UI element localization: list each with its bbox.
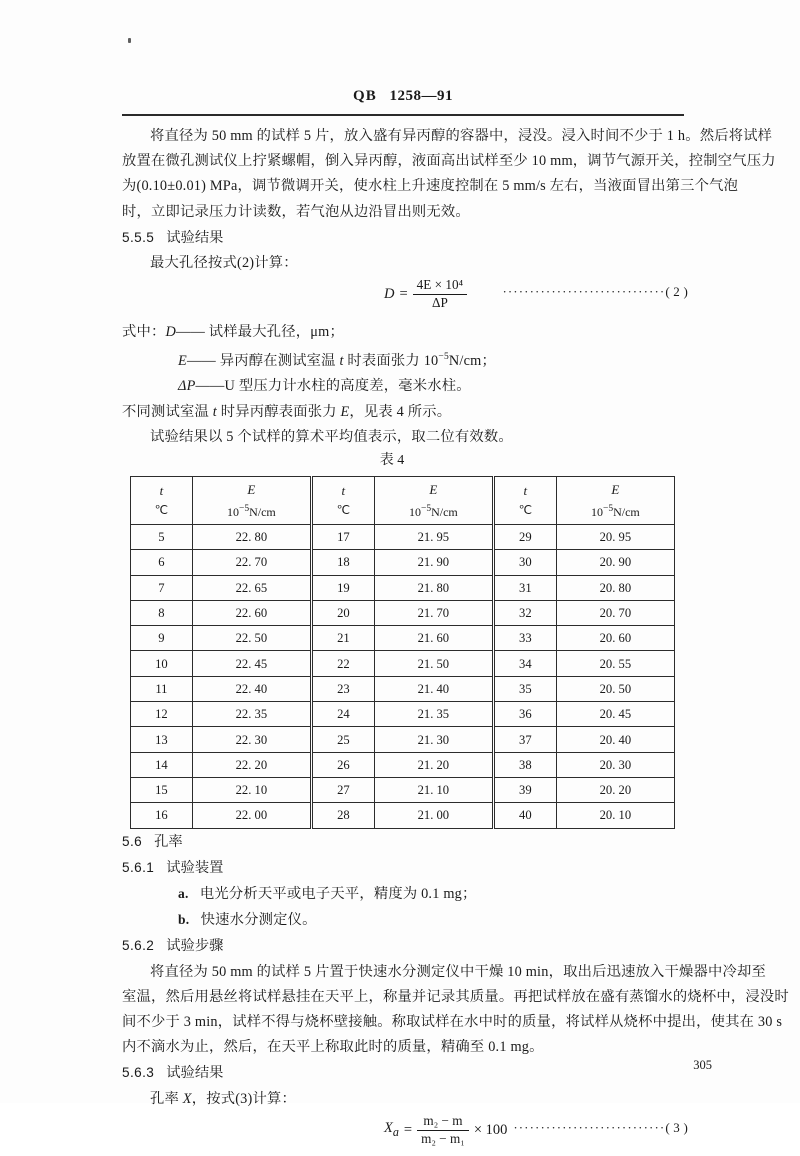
col-header-e-1-unit-base: 10 [226,504,239,519]
equation-2-equals: = [399,286,408,302]
equation-2-numerator: 4E × 10⁴ [416,277,464,293]
paragraph-5-6-2-line-2: 室温，然后用悬丝将试样悬挂在天平上，称量并记录其质量。再把试样放在盛有蒸馏水的烧杯中，浸没时 [122,988,789,1005]
cell-temperature: 17 [311,525,374,550]
col-header-t-1 [131,477,193,525]
clause-5-6-2-number: 5.6.2 [122,938,155,954]
list-item-b-text: 快速水分测定仪。 [200,912,317,929]
formula-3-lead-part-b: ，按式(3)计算： [191,1090,296,1107]
clause-5-5-5-title: 试验结果 [166,229,224,246]
col-header-t-2-unit: ℃ [336,503,351,517]
formula-3-lead-part-a: 孔率 [150,1090,183,1107]
cell-surface-tension: 20. 55 [556,651,674,676]
cell-surface-tension: 22. 70 [192,550,311,575]
standard-year: 91 [436,88,453,104]
paragraph-5-5-4-line-3: 为(0.10±0.01) MPa，调节微调开关，使水柱上升速度控制在 5 mm/s 左右，当液面冒出第三个气泡 [122,178,739,195]
col-header-e-3-unit [557,503,674,518]
symbol-D-definition: —— 试样最大孔径，μm； [176,324,344,341]
cell-surface-tension: 20. 20 [556,777,674,802]
cell-surface-tension: 20. 45 [556,702,674,727]
equation-3-lhs [384,1120,399,1140]
cell-temperature: 13 [131,727,193,752]
cell-temperature: 37 [493,727,556,752]
cell-temperature: 5 [131,525,193,550]
col-header-e-1-unit-tail: N/cm [249,504,276,519]
symbol-E-definition-part-c: N/cm； [448,353,496,370]
equation-2-number: ( 2 ) [665,284,688,300]
table-note-variable-t: t [212,403,217,420]
cell-surface-tension: 21. 20 [374,752,493,777]
cell-temperature: 34 [493,651,556,676]
cell-surface-tension: 21. 50 [374,651,493,676]
cell-temperature: 10 [131,651,193,676]
cell-temperature: 23 [311,676,374,701]
col-header-e-3-stack [557,477,674,524]
col-header-e-2-unit-exponent: −5 [420,503,432,514]
list-item-a [122,881,688,907]
clause-5-6-number: 5.6 [122,833,143,849]
equation-3-lhs-subscript: a [392,1125,399,1140]
cell-surface-tension: 22. 30 [192,727,311,752]
table-note-part-c: ，见表 4 所示。 [349,403,452,420]
paragraph-5-6-2-line-1: 将直径为 50 mm 的试样 5 片置于快速水分测定仪中干燥 10 min，取出后迅速放入干燥器中冷却至 [150,963,767,980]
cell-temperature: 14 [131,752,193,777]
col-header-t-3-unit: ℃ [518,503,533,517]
list-item-b [122,907,688,933]
cell-surface-tension: 21. 60 [374,626,493,651]
table-row [131,525,675,550]
col-header-e-1 [192,477,311,525]
cell-surface-tension: 22. 80 [192,525,311,550]
cell-surface-tension: 20. 30 [556,752,674,777]
list-item-a-letter: a. [178,885,189,901]
formula-2-lead-in: 最大孔径按式(2)计算： [150,255,298,272]
equation-3-number: ( 3 ) [665,1119,688,1135]
paragraph-5-5-4-line-2: 放置在微孔测试仪上拧紧螺帽，倒入异丙醇，液面高出试样至少 10 mm，调节气源开关，控制空气压力 [122,153,776,170]
standard-label: QB [353,88,377,104]
col-header-e-3 [556,477,674,525]
cell-surface-tension: 20. 60 [556,626,674,651]
equation-3-multiplier: × 100 [473,1121,508,1138]
list-item-b-letter: b. [178,912,190,928]
table-row [131,676,675,701]
equation-2-row [122,276,688,320]
clause-5-6-1-number: 5.6.1 [122,859,155,875]
cell-temperature: 24 [311,702,374,727]
clause-5-5-5-number: 5.5.5 [122,229,155,245]
col-header-e-2-stack [375,477,492,524]
clause-5-5-5-heading [122,225,688,251]
cell-temperature: 33 [493,626,556,651]
equation-2-lhs: D [384,286,395,302]
cell-temperature: 7 [131,575,193,600]
clause-5-6-3-heading [122,1060,688,1086]
cell-temperature: 12 [131,702,193,727]
cell-temperature: 20 [311,600,374,625]
table-row [131,600,675,625]
col-header-e-3-unit-tail: N/cm [613,504,640,519]
table-row [131,702,675,727]
clause-5-6-1-heading [122,855,688,881]
table-note-part-b: 时异丙醇表面张力 [216,403,341,420]
col-header-e-2-unit [375,503,492,518]
cell-surface-tension: 22. 60 [192,600,311,625]
standard-dash: — [421,88,437,104]
equation-3-lhs-symbol: X [384,1120,393,1137]
cell-surface-tension: 20. 10 [556,803,674,828]
paragraph-5-5-4-line-1: 将直径为 50 mm 的试样 5 片，放入盛有异丙醇的容器中，浸没。浸入时间不少于 1 h。然后将试样 [150,128,773,144]
col-header-e-1-symbol: E [247,481,256,497]
cell-temperature: 29 [493,525,556,550]
symbol-D: D [165,324,177,341]
equation-2-reference [502,284,688,300]
cell-surface-tension: 20. 40 [556,727,674,752]
cell-surface-tension: 22. 35 [192,702,311,727]
cell-surface-tension: 21. 70 [374,600,493,625]
equation-3-reference [513,1120,688,1136]
cell-surface-tension: 22. 45 [192,651,311,676]
clause-5-6-1-title: 试验装置 [166,859,224,876]
equation-2-leader-dots: ······························ [502,284,666,300]
cell-temperature: 31 [493,575,556,600]
col-header-t-1-unit: ℃ [154,503,169,517]
cell-surface-tension: 21. 35 [374,702,493,727]
col-header-e-2-symbol: E [429,481,438,497]
clause-5-6-heading [122,829,688,855]
cell-surface-tension: 22. 20 [192,752,311,777]
table-row [131,550,675,575]
table-row [131,626,675,651]
cell-surface-tension: 21. 00 [374,803,493,828]
table-reference-note [122,400,688,425]
symbol-E-definition-part-a: —— 异丙醇在测试室温 [186,353,340,370]
page-number: 305 [693,1058,712,1072]
table-note-part-a: 不同测试室温 [122,403,213,420]
equation-3 [384,1114,507,1147]
cell-surface-tension: 20. 95 [556,525,674,550]
equation-3-denominator: m₂ − m₁ [417,1130,469,1147]
col-header-e-3-symbol: E [611,481,620,497]
cell-temperature: 35 [493,676,556,701]
cell-temperature: 9 [131,626,193,651]
cell-surface-tension: 20. 70 [556,600,674,625]
equation-3-equals: = [403,1121,413,1138]
standard-number: 1258 [389,88,422,104]
equation-3-leader-dots: ···························· [513,1119,666,1135]
symbol-E-exponent: −5 [438,352,449,363]
cell-surface-tension: 21. 90 [374,550,493,575]
table-row [131,651,675,676]
cell-temperature: 16 [131,803,193,828]
symbol-list-delta-P [122,374,688,399]
formula-3-lead-in [122,1087,688,1112]
cell-surface-tension: 22. 10 [192,777,311,802]
symbol-delta-P: ΔP [178,378,196,395]
col-header-t-1-symbol: t [159,483,164,498]
table-row [131,575,675,600]
cell-temperature: 27 [311,777,374,802]
symbol-E-variable-t: t [339,353,344,370]
formula-3-lead-variable-X: X [182,1090,192,1107]
cell-surface-tension: 20. 80 [556,575,674,600]
paragraph-5-5-4-line-4: 时，立即记录压力计读数，若气泡从边沿冒出则无效。 [122,203,470,220]
cell-temperature: 26 [311,752,374,777]
cell-temperature: 18 [311,550,374,575]
col-header-t-2 [311,477,374,525]
col-header-t-3-stack [495,477,556,524]
cell-surface-tension: 20. 90 [556,550,674,575]
cell-temperature: 25 [311,727,374,752]
cell-surface-tension: 21. 40 [374,676,493,701]
clause-5-6-title: 孔率 [154,833,183,850]
table-4-body [131,525,675,829]
table-row [131,727,675,752]
table-4-caption: 表 4 [379,453,405,468]
cell-surface-tension: 22. 40 [192,676,311,701]
cell-surface-tension: 20. 50 [556,676,674,701]
symbol-list-D [122,320,688,345]
scan-artifact-speck [128,38,131,43]
col-header-e-3-unit-exponent: −5 [602,503,614,514]
cell-temperature: 8 [131,600,193,625]
col-header-e-2-unit-tail: N/cm [431,504,458,519]
cell-temperature: 28 [311,803,374,828]
equation-3-row [122,1112,688,1156]
cell-surface-tension: 21. 80 [374,575,493,600]
cell-temperature: 32 [493,600,556,625]
test-result-statement: 试验结果以 5 个试样的算术平均值表示，取二位有效数。 [150,428,513,445]
table-4-head [131,477,675,525]
cell-temperature: 38 [493,752,556,777]
header-divider-rule [122,114,684,116]
clause-5-6-2-title: 试验步骤 [166,938,224,955]
col-header-t-3-symbol: t [523,483,528,498]
col-header-t-1-stack [131,477,192,524]
table-4-header-row [131,477,675,525]
list-item-a-text: 电光分析天平或电子天平，精度为 0.1 mg； [199,885,477,902]
col-header-t-2-symbol: t [341,483,346,498]
paragraph-5-6-2-line-4: 内不滴水为止，然后，在天平上称取此时的质量，精确至 0.1 mg。 [122,1039,544,1056]
cell-temperature: 39 [493,777,556,802]
cell-temperature: 40 [493,803,556,828]
cell-surface-tension: 22. 65 [192,575,311,600]
equation-2-denominator: ΔP [413,294,467,311]
cell-temperature: 11 [131,676,193,701]
col-header-e-2 [374,477,493,525]
symbol-list-E [122,345,688,374]
col-header-e-2-unit-base: 10 [408,504,421,519]
equation-3-fraction [417,1114,469,1147]
cell-temperature: 36 [493,702,556,727]
clause-5-6-3-title: 试验结果 [166,1065,224,1082]
where-label: 式中： [122,324,166,341]
table-row [131,752,675,777]
cell-temperature: 30 [493,550,556,575]
col-header-e-3-unit-base: 10 [590,504,603,519]
col-header-t-3 [493,477,556,525]
equation-3-numerator: m₂ − m [423,1112,463,1128]
cell-temperature: 15 [131,777,193,802]
cell-surface-tension: 21. 95 [374,525,493,550]
col-header-e-1-unit [193,503,310,518]
symbol-E: E [178,353,187,370]
table-note-variable-E: E [340,403,350,420]
cell-surface-tension: 22. 50 [192,626,311,651]
cell-temperature: 21 [311,626,374,651]
clause-5-6-2-heading [122,933,688,959]
table-row [131,777,675,802]
equation-2-fraction [413,278,467,311]
table-4-surface-tension [130,476,675,829]
table-row [131,803,675,828]
cell-temperature: 6 [131,550,193,575]
cell-surface-tension: 22. 00 [192,803,311,828]
clause-5-6-3-number: 5.6.3 [122,1065,155,1081]
equation-2 [384,278,467,311]
cell-surface-tension: 21. 30 [374,727,493,752]
symbol-E-definition-part-b: 时表面张力 10 [343,353,439,370]
cell-temperature: 22 [311,651,374,676]
cell-surface-tension: 21. 10 [374,777,493,802]
cell-temperature: 19 [311,575,374,600]
symbol-delta-P-definition: ——U 型压力计水柱的高度差，毫米水柱。 [195,378,471,395]
col-header-e-1-stack [193,477,310,524]
col-header-e-1-unit-exponent: −5 [238,503,250,514]
document-header [120,88,686,105]
col-header-t-2-stack [313,477,374,524]
paragraph-5-6-2-line-3: 间不少于 3 min，试样不得与烧杯壁接触。称取试样在水中时的质量，将试样从烧杯中提出，使其在 30 s [122,1013,783,1030]
